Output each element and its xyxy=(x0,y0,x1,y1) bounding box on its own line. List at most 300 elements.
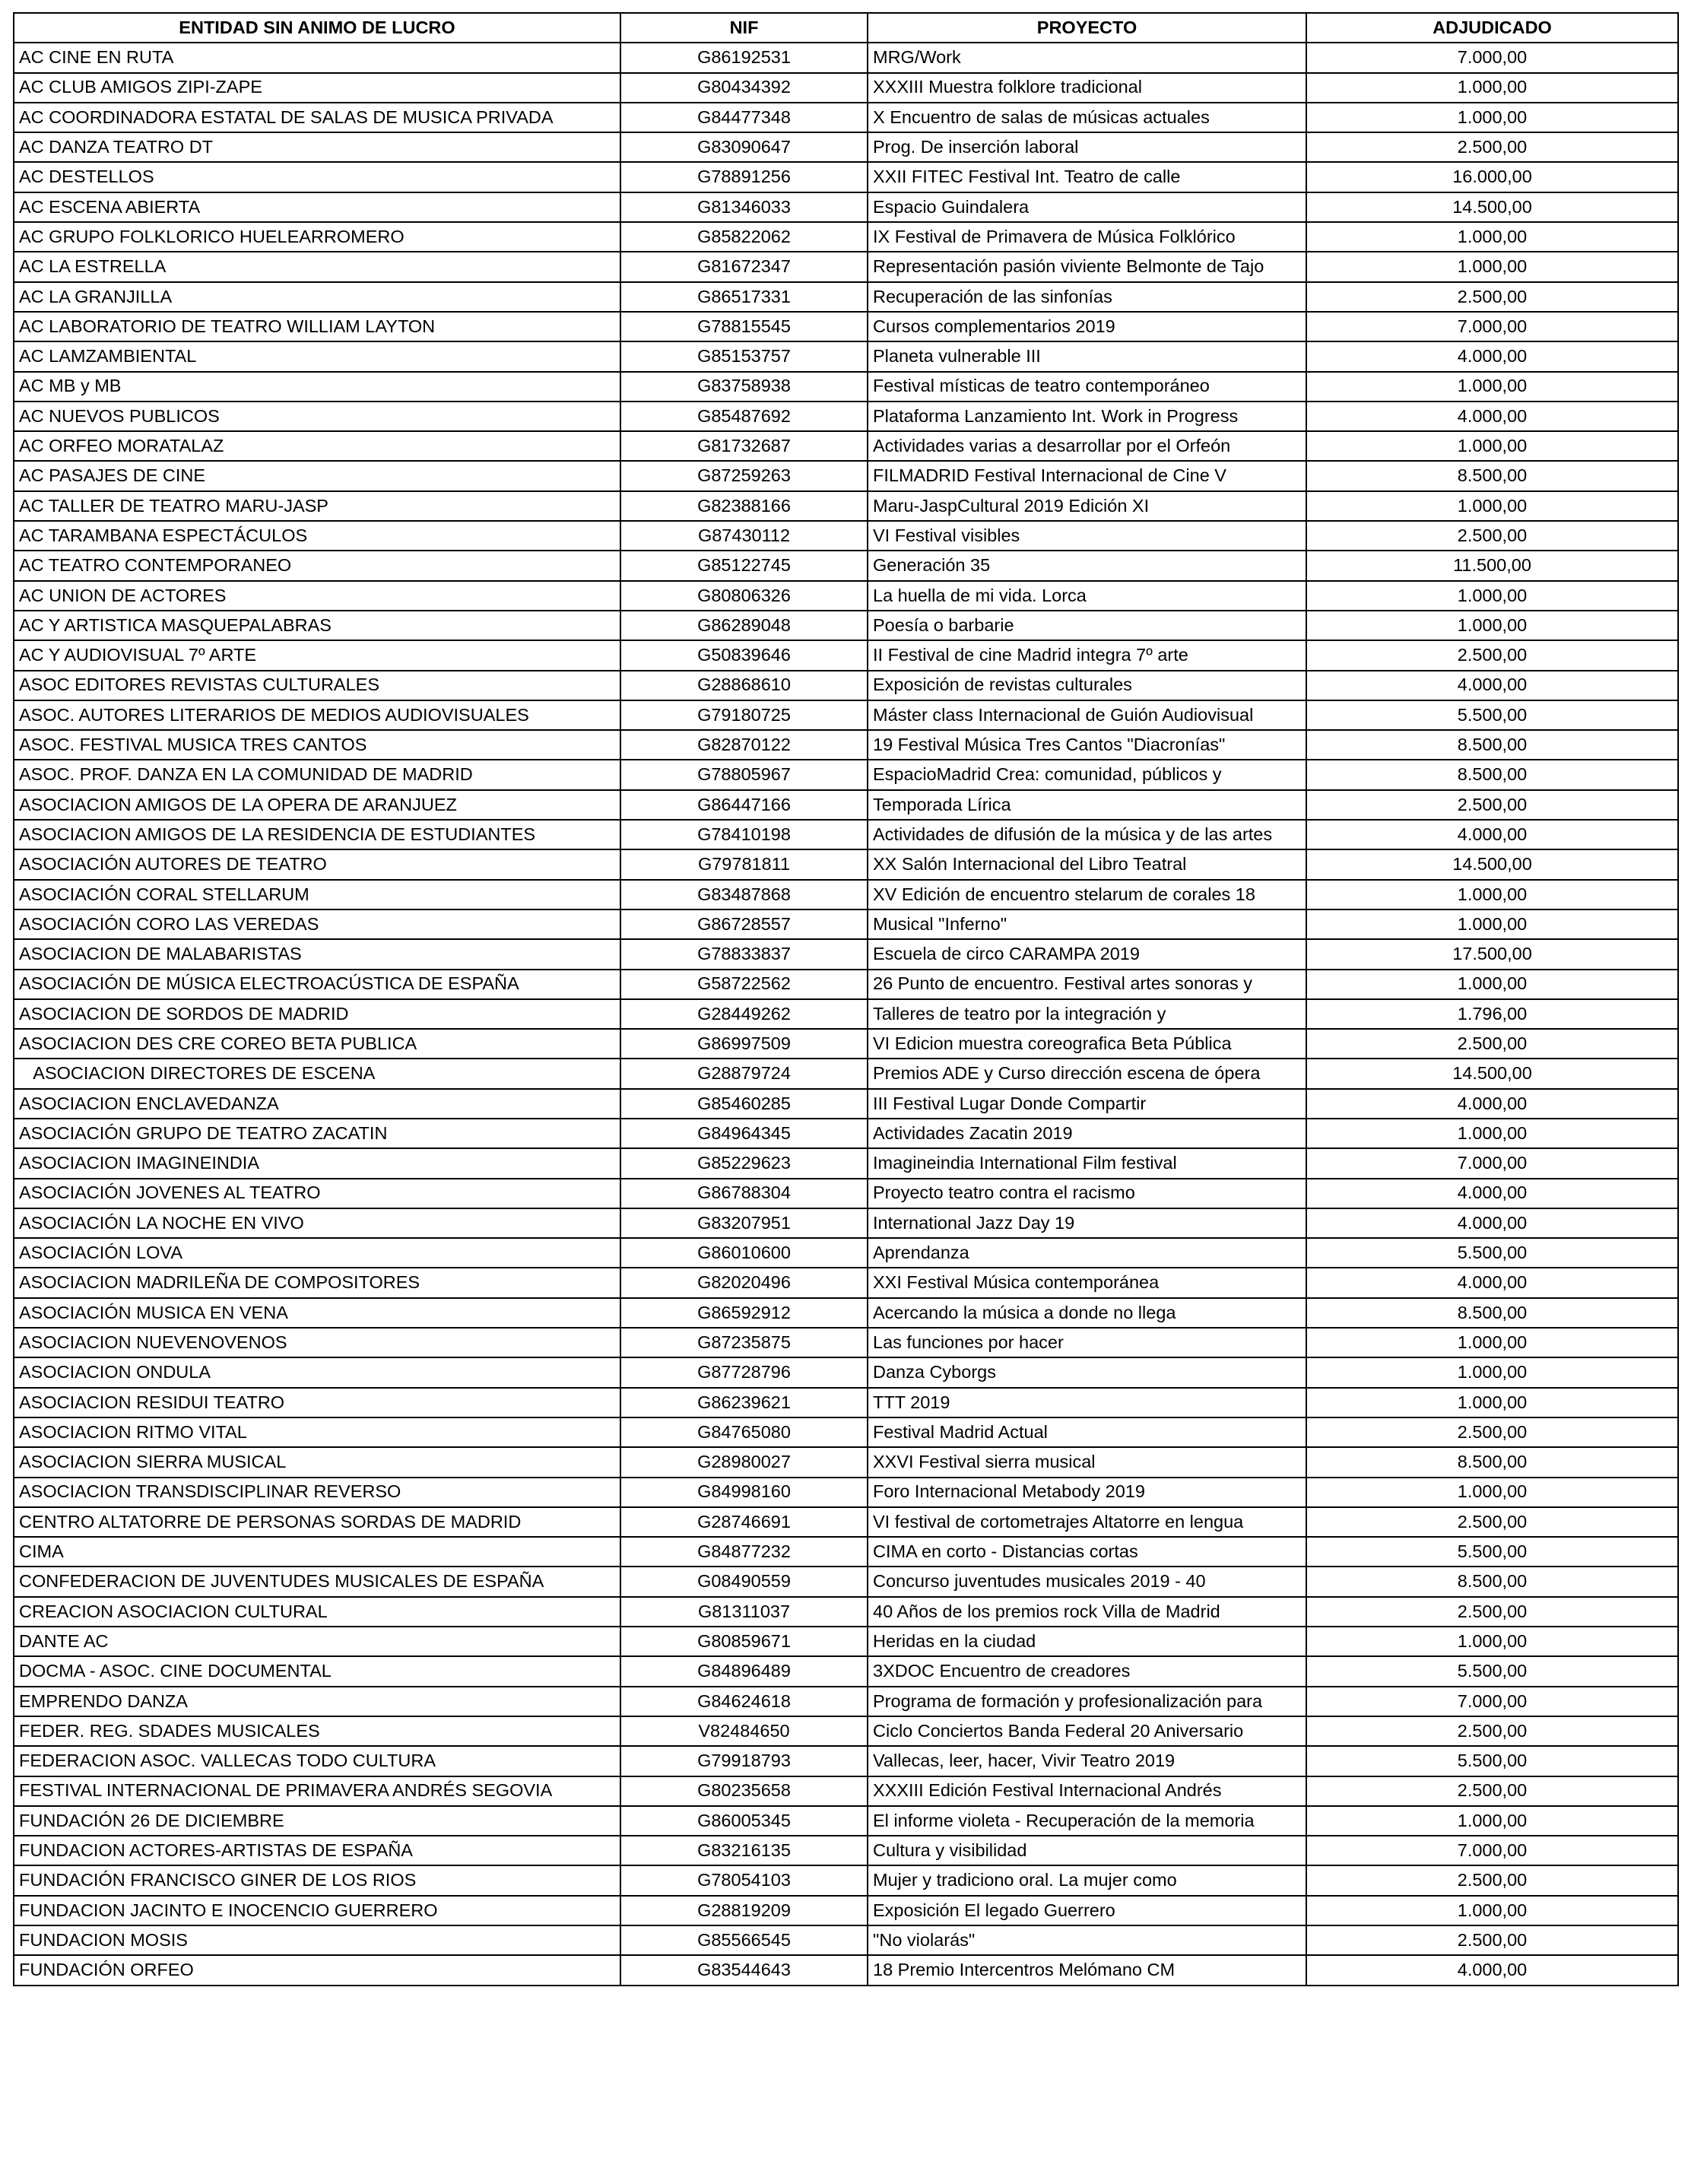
table-row xyxy=(14,820,1678,849)
cell-nif: G86192531 xyxy=(620,43,868,72)
cell-nif: G86005345 xyxy=(620,1806,868,1836)
table-row xyxy=(14,252,1678,281)
cell-nif: G81346033 xyxy=(620,192,868,222)
table-row xyxy=(14,461,1678,490)
table-row xyxy=(14,1746,1678,1776)
table-row xyxy=(14,611,1678,640)
table-row xyxy=(14,939,1678,969)
cell-adjudicado: 7.000,00 xyxy=(1306,1836,1678,1865)
cell-proyecto: XV Edición de encuentro stelarum de corales 18 xyxy=(868,880,1306,909)
cell-adjudicado: 1.000,00 xyxy=(1306,909,1678,939)
cell-proyecto: FILMADRID Festival Internacional de Cine V xyxy=(868,461,1306,490)
cell-entidad: AC LA ESTRELLA xyxy=(14,252,620,281)
cell-proyecto: Recuperación de las sinfonías xyxy=(868,282,1306,312)
cell-adjudicado: 11.500,00 xyxy=(1306,551,1678,580)
cell-nif: G86289048 xyxy=(620,611,868,640)
cell-proyecto: Premios ADE y Curso dirección escena de ópera xyxy=(868,1059,1306,1088)
cell-entidad: AC COORDINADORA ESTATAL DE SALAS DE MUSICA PRIVADA xyxy=(14,103,620,132)
cell-adjudicado: 8.500,00 xyxy=(1306,461,1678,490)
table-row xyxy=(14,640,1678,670)
cell-nif: G87430112 xyxy=(620,521,868,551)
table-row xyxy=(14,1238,1678,1268)
cell-proyecto: XXVI Festival sierra musical xyxy=(868,1447,1306,1477)
cell-adjudicado: 1.000,00 xyxy=(1306,73,1678,103)
cell-entidad: ASOCIACION DIRECTORES DE ESCENA xyxy=(14,1059,620,1088)
cell-adjudicado: 1.000,00 xyxy=(1306,1119,1678,1148)
cell-entidad: CENTRO ALTATORRE DE PERSONAS SORDAS DE MADRID xyxy=(14,1507,620,1537)
table-row xyxy=(14,341,1678,371)
table-row xyxy=(14,312,1678,341)
table-row xyxy=(14,132,1678,162)
cell-nif: G82020496 xyxy=(620,1268,868,1297)
cell-nif: G78410198 xyxy=(620,820,868,849)
cell-proyecto: CIMA en corto - Distancias cortas xyxy=(868,1537,1306,1567)
cell-nif: G86010600 xyxy=(620,1238,868,1268)
table-row xyxy=(14,760,1678,789)
cell-nif: G85822062 xyxy=(620,222,868,252)
cell-nif: G86997509 xyxy=(620,1029,868,1059)
cell-entidad: ASOCIACION AMIGOS DE LA OPERA DE ARANJUEZ xyxy=(14,790,620,820)
cell-nif: G81311037 xyxy=(620,1597,868,1627)
table-row xyxy=(14,1597,1678,1627)
cell-proyecto: Exposición de revistas culturales xyxy=(868,671,1306,700)
cell-entidad: EMPRENDO DANZA xyxy=(14,1687,620,1716)
cell-entidad: ASOC. FESTIVAL MUSICA TRES CANTOS xyxy=(14,730,620,760)
cell-entidad: AC Y AUDIOVISUAL 7º ARTE xyxy=(14,640,620,670)
cell-entidad: AC LABORATORIO DE TEATRO WILLIAM LAYTON xyxy=(14,312,620,341)
cell-adjudicado: 17.500,00 xyxy=(1306,939,1678,969)
cell-adjudicado: 1.000,00 xyxy=(1306,880,1678,909)
cell-nif: G83090647 xyxy=(620,132,868,162)
table-row xyxy=(14,1567,1678,1596)
cell-proyecto: III Festival Lugar Donde Compartir xyxy=(868,1089,1306,1119)
cell-entidad: ASOC EDITORES REVISTAS CULTURALES xyxy=(14,671,620,700)
table-row xyxy=(14,222,1678,252)
cell-adjudicado: 4.000,00 xyxy=(1306,671,1678,700)
cell-adjudicado: 2.500,00 xyxy=(1306,282,1678,312)
cell-adjudicado: 5.500,00 xyxy=(1306,1238,1678,1268)
cell-proyecto: Plataforma Lanzamiento Int. Work in Progress xyxy=(868,402,1306,431)
cell-proyecto: Danza Cyborgs xyxy=(868,1357,1306,1387)
cell-entidad: ASOCIACION AMIGOS DE LA RESIDENCIA DE ESTUDIANTES xyxy=(14,820,620,849)
table-row xyxy=(14,1687,1678,1716)
table-row xyxy=(14,1896,1678,1925)
cell-entidad: AC TALLER DE TEATRO MARU-JASP xyxy=(14,491,620,521)
cell-entidad: FUNDACION MOSIS xyxy=(14,1925,620,1955)
header-adjudicado: ADJUDICADO xyxy=(1306,13,1678,43)
cell-proyecto: Espacio Guindalera xyxy=(868,192,1306,222)
cell-proyecto: EspacioMadrid Crea: comunidad, públicos y xyxy=(868,760,1306,789)
cell-nif: G79781811 xyxy=(620,849,868,879)
cell-adjudicado: 4.000,00 xyxy=(1306,1955,1678,1985)
table-row xyxy=(14,790,1678,820)
cell-nif: G83207951 xyxy=(620,1208,868,1238)
cell-entidad: DOCMA - ASOC. CINE DOCUMENTAL xyxy=(14,1656,620,1686)
cell-nif: G79918793 xyxy=(620,1746,868,1776)
cell-adjudicado: 5.500,00 xyxy=(1306,1537,1678,1567)
cell-proyecto: Maru-JaspCultural 2019 Edición XI xyxy=(868,491,1306,521)
cell-entidad: ASOCIACION NUEVENOVENOS xyxy=(14,1328,620,1357)
cell-adjudicado: 2.500,00 xyxy=(1306,1925,1678,1955)
cell-adjudicado: 2.500,00 xyxy=(1306,1597,1678,1627)
cell-entidad: FUNDACIÓN FRANCISCO GINER DE LOS RIOS xyxy=(14,1865,620,1895)
cell-proyecto: XX Salón Internacional del Libro Teatral xyxy=(868,849,1306,879)
cell-entidad: AC TEATRO CONTEMPORANEO xyxy=(14,551,620,580)
cell-nif: G85487692 xyxy=(620,402,868,431)
cell-proyecto: Talleres de teatro por la integración y xyxy=(868,999,1306,1029)
cell-adjudicado: 4.000,00 xyxy=(1306,1179,1678,1208)
cell-entidad: CONFEDERACION DE JUVENTUDES MUSICALES DE ESPAÑA xyxy=(14,1567,620,1596)
table-row xyxy=(14,551,1678,580)
cell-proyecto: VI festival de cortometrajes Altatorre en lengua xyxy=(868,1507,1306,1537)
table-row xyxy=(14,1447,1678,1477)
cell-nif: G83544643 xyxy=(620,1955,868,1985)
cell-proyecto: Poesía o barbarie xyxy=(868,611,1306,640)
cell-adjudicado: 5.500,00 xyxy=(1306,700,1678,730)
cell-entidad: CIMA xyxy=(14,1537,620,1567)
table-row xyxy=(14,1716,1678,1746)
table-row xyxy=(14,1298,1678,1328)
table-row xyxy=(14,1836,1678,1865)
cell-entidad: AC LA GRANJILLA xyxy=(14,282,620,312)
table-row xyxy=(14,431,1678,461)
cell-entidad: ASOCIACION DE SORDOS DE MADRID xyxy=(14,999,620,1029)
table-row xyxy=(14,162,1678,192)
cell-entidad: FUNDACION ACTORES-ARTISTAS DE ESPAÑA xyxy=(14,1836,620,1865)
table-row xyxy=(14,1357,1678,1387)
cell-proyecto: Máster class Internacional de Guión Audiovisual xyxy=(868,700,1306,730)
cell-adjudicado: 1.000,00 xyxy=(1306,1806,1678,1836)
cell-proyecto: Temporada Lírica xyxy=(868,790,1306,820)
cell-entidad: ASOCIACION ENCLAVEDANZA xyxy=(14,1089,620,1119)
cell-nif: G08490559 xyxy=(620,1567,868,1596)
cell-nif: G28746691 xyxy=(620,1507,868,1537)
cell-adjudicado: 1.796,00 xyxy=(1306,999,1678,1029)
table-row xyxy=(14,1179,1678,1208)
cell-entidad: FUNDACION JACINTO E INOCENCIO GUERRERO xyxy=(14,1896,620,1925)
cell-adjudicado: 4.000,00 xyxy=(1306,341,1678,371)
cell-entidad: ASOC. AUTORES LITERARIOS DE MEDIOS AUDIOVISUALES xyxy=(14,700,620,730)
table-row xyxy=(14,1806,1678,1836)
table-row xyxy=(14,73,1678,103)
cell-entidad: FEDERACION ASOC. VALLECAS TODO CULTURA xyxy=(14,1746,620,1776)
cell-proyecto: Proyecto teatro contra el racismo xyxy=(868,1179,1306,1208)
cell-nif: G86728557 xyxy=(620,909,868,939)
cell-adjudicado: 8.500,00 xyxy=(1306,730,1678,760)
cell-proyecto: Aprendanza xyxy=(868,1238,1306,1268)
cell-entidad: DANTE AC xyxy=(14,1627,620,1656)
table-row xyxy=(14,1148,1678,1178)
cell-entidad: ASOCIACION RITMO VITAL xyxy=(14,1417,620,1447)
table-row xyxy=(14,1478,1678,1507)
cell-nif: G80806326 xyxy=(620,581,868,611)
cell-entidad: FUNDACIÓN ORFEO xyxy=(14,1955,620,1985)
cell-entidad: ASOCIACIÓN LOVA xyxy=(14,1238,620,1268)
table-row xyxy=(14,372,1678,402)
cell-adjudicado: 2.500,00 xyxy=(1306,1776,1678,1806)
cell-entidad: ASOCIACION SIERRA MUSICAL xyxy=(14,1447,620,1477)
table-row xyxy=(14,1417,1678,1447)
cell-nif: G84896489 xyxy=(620,1656,868,1686)
cell-nif: G28868610 xyxy=(620,671,868,700)
cell-proyecto: El informe violeta - Recuperación de la memoria xyxy=(868,1806,1306,1836)
cell-nif: G83216135 xyxy=(620,1836,868,1865)
cell-adjudicado: 4.000,00 xyxy=(1306,1089,1678,1119)
cell-adjudicado: 2.500,00 xyxy=(1306,1865,1678,1895)
cell-nif: V82484650 xyxy=(620,1716,868,1746)
cell-adjudicado: 2.500,00 xyxy=(1306,1507,1678,1537)
cell-adjudicado: 4.000,00 xyxy=(1306,1208,1678,1238)
cell-proyecto: Prog. De inserción laboral xyxy=(868,132,1306,162)
cell-adjudicado: 2.500,00 xyxy=(1306,790,1678,820)
cell-adjudicado: 2.500,00 xyxy=(1306,1716,1678,1746)
table-row xyxy=(14,1865,1678,1895)
cell-proyecto: 26 Punto de encuentro. Festival artes sonoras y xyxy=(868,970,1306,999)
table-row xyxy=(14,1656,1678,1686)
table-row xyxy=(14,1059,1678,1088)
cell-proyecto: "No violarás" xyxy=(868,1925,1306,1955)
cell-nif: G85460285 xyxy=(620,1089,868,1119)
cell-adjudicado: 2.500,00 xyxy=(1306,1029,1678,1059)
cell-entidad: FESTIVAL INTERNACIONAL DE PRIMAVERA ANDRÉS SEGOVIA xyxy=(14,1776,620,1806)
cell-nif: G81672347 xyxy=(620,252,868,281)
cell-proyecto: Heridas en la ciudad xyxy=(868,1627,1306,1656)
cell-nif: G85122745 xyxy=(620,551,868,580)
cell-proyecto: Ciclo Conciertos Banda Federal 20 Aniversario xyxy=(868,1716,1306,1746)
cell-adjudicado: 2.500,00 xyxy=(1306,132,1678,162)
cell-adjudicado: 1.000,00 xyxy=(1306,491,1678,521)
table-row xyxy=(14,1119,1678,1148)
cell-nif: G28879724 xyxy=(620,1059,868,1088)
table-row xyxy=(14,970,1678,999)
table-row xyxy=(14,1955,1678,1985)
cell-adjudicado: 1.000,00 xyxy=(1306,1896,1678,1925)
cell-adjudicado: 2.500,00 xyxy=(1306,640,1678,670)
cell-proyecto: Festival Madrid Actual xyxy=(868,1417,1306,1447)
header-entidad: ENTIDAD SIN ANIMO DE LUCRO xyxy=(14,13,620,43)
cell-adjudicado: 1.000,00 xyxy=(1306,372,1678,402)
cell-nif: G83487868 xyxy=(620,880,868,909)
cell-entidad: ASOCIACION DES CRE COREO BETA PUBLICA xyxy=(14,1029,620,1059)
table-body xyxy=(14,43,1678,1985)
table-row xyxy=(14,1268,1678,1297)
cell-proyecto: Foro Internacional Metabody 2019 xyxy=(868,1478,1306,1507)
header-proyecto: PROYECTO xyxy=(868,13,1306,43)
cell-proyecto: XXII FITEC Festival Int. Teatro de calle xyxy=(868,162,1306,192)
table-row xyxy=(14,1388,1678,1417)
cell-nif: G86788304 xyxy=(620,1179,868,1208)
table-row xyxy=(14,999,1678,1029)
cell-proyecto: La huella de mi vida. Lorca xyxy=(868,581,1306,611)
cell-proyecto: Cursos complementarios 2019 xyxy=(868,312,1306,341)
cell-adjudicado: 1.000,00 xyxy=(1306,222,1678,252)
cell-nif: G79180725 xyxy=(620,700,868,730)
cell-entidad: ASOCIACION MADRILEÑA DE COMPOSITORES xyxy=(14,1268,620,1297)
cell-adjudicado: 1.000,00 xyxy=(1306,431,1678,461)
cell-proyecto: Escuela de circo CARAMPA 2019 xyxy=(868,939,1306,969)
cell-nif: G58722562 xyxy=(620,970,868,999)
cell-nif: G78815545 xyxy=(620,312,868,341)
table-row xyxy=(14,521,1678,551)
cell-adjudicado: 1.000,00 xyxy=(1306,1328,1678,1357)
cell-entidad: ASOCIACIÓN MUSICA EN VENA xyxy=(14,1298,620,1328)
cell-proyecto: 3XDOC Encuentro de creadores xyxy=(868,1656,1306,1686)
cell-proyecto: Actividades de difusión de la música y de las artes xyxy=(868,820,1306,849)
cell-entidad: AC CLUB AMIGOS ZIPI-ZAPE xyxy=(14,73,620,103)
table-row xyxy=(14,1507,1678,1537)
cell-nif: G50839646 xyxy=(620,640,868,670)
cell-nif: G78805967 xyxy=(620,760,868,789)
cell-adjudicado: 16.000,00 xyxy=(1306,162,1678,192)
cell-proyecto: VI Festival visibles xyxy=(868,521,1306,551)
cell-proyecto: Acercando la música a donde no llega xyxy=(868,1298,1306,1328)
cell-nif: G86239621 xyxy=(620,1388,868,1417)
cell-adjudicado: 8.500,00 xyxy=(1306,1567,1678,1596)
cell-nif: G85566545 xyxy=(620,1925,868,1955)
cell-adjudicado: 2.500,00 xyxy=(1306,1417,1678,1447)
cell-adjudicado: 8.500,00 xyxy=(1306,1298,1678,1328)
cell-entidad: AC TARAMBANA ESPECTÁCULOS xyxy=(14,521,620,551)
cell-adjudicado: 7.000,00 xyxy=(1306,1687,1678,1716)
cell-nif: G84877232 xyxy=(620,1537,868,1567)
cell-entidad: ASOCIACION IMAGINEINDIA xyxy=(14,1148,620,1178)
table-row xyxy=(14,671,1678,700)
cell-proyecto: Representación pasión viviente Belmonte de Tajo xyxy=(868,252,1306,281)
table-row xyxy=(14,909,1678,939)
cell-nif: G84624618 xyxy=(620,1687,868,1716)
cell-nif: G85153757 xyxy=(620,341,868,371)
cell-nif: G28449262 xyxy=(620,999,868,1029)
cell-proyecto: VI Edicion muestra coreografica Beta Pública xyxy=(868,1029,1306,1059)
cell-nif: G82870122 xyxy=(620,730,868,760)
cell-entidad: ASOCIACIÓN DE MÚSICA ELECTROACÚSTICA DE ESPAÑA xyxy=(14,970,620,999)
cell-nif: G78833837 xyxy=(620,939,868,969)
cell-nif: G83758938 xyxy=(620,372,868,402)
cell-entidad: ASOCIACIÓN GRUPO DE TEATRO ZACATIN xyxy=(14,1119,620,1148)
cell-proyecto: Festival místicas de teatro contemporáneo xyxy=(868,372,1306,402)
cell-proyecto: Musical "Inferno" xyxy=(868,909,1306,939)
cell-proyecto: Planeta vulnerable III xyxy=(868,341,1306,371)
table-row xyxy=(14,402,1678,431)
cell-entidad: ASOCIACIÓN AUTORES DE TEATRO xyxy=(14,849,620,879)
cell-entidad: ASOCIACIÓN CORAL STELLARUM xyxy=(14,880,620,909)
cell-nif: G84964345 xyxy=(620,1119,868,1148)
cell-nif: G87235875 xyxy=(620,1328,868,1357)
cell-nif: G28980027 xyxy=(620,1447,868,1477)
cell-nif: G80859671 xyxy=(620,1627,868,1656)
cell-proyecto: Las funciones por hacer xyxy=(868,1328,1306,1357)
cell-adjudicado: 5.500,00 xyxy=(1306,1746,1678,1776)
cell-proyecto: IX Festival de Primavera de Música Folklórico xyxy=(868,222,1306,252)
cell-proyecto: XXXIII Edición Festival Internacional Andrés xyxy=(868,1776,1306,1806)
cell-entidad: AC ORFEO MORATALAZ xyxy=(14,431,620,461)
cell-entidad: FUNDACIÓN 26 DE DICIEMBRE xyxy=(14,1806,620,1836)
cell-entidad: CREACION ASOCIACION CULTURAL xyxy=(14,1597,620,1627)
cell-entidad: ASOCIACION TRANSDISCIPLINAR REVERSO xyxy=(14,1478,620,1507)
cell-nif: G87259263 xyxy=(620,461,868,490)
cell-adjudicado: 1.000,00 xyxy=(1306,252,1678,281)
cell-adjudicado: 4.000,00 xyxy=(1306,1268,1678,1297)
cell-adjudicado: 8.500,00 xyxy=(1306,760,1678,789)
cell-nif: G78891256 xyxy=(620,162,868,192)
cell-adjudicado: 5.500,00 xyxy=(1306,1656,1678,1686)
table-row xyxy=(14,103,1678,132)
table-row xyxy=(14,1328,1678,1357)
cell-entidad: AC Y ARTISTICA MASQUEPALABRAS xyxy=(14,611,620,640)
cell-entidad: ASOCIACIÓN CORO LAS VEREDAS xyxy=(14,909,620,939)
table-row xyxy=(14,192,1678,222)
cell-nif: G86592912 xyxy=(620,1298,868,1328)
cell-entidad: ASOCIACION DE MALABARISTAS xyxy=(14,939,620,969)
table-row xyxy=(14,849,1678,879)
table-row xyxy=(14,730,1678,760)
cell-proyecto: Actividades varias a desarrollar por el Orfeón xyxy=(868,431,1306,461)
cell-adjudicado: 1.000,00 xyxy=(1306,1357,1678,1387)
cell-adjudicado: 2.500,00 xyxy=(1306,521,1678,551)
cell-proyecto: 19 Festival Música Tres Cantos "Diacronías" xyxy=(868,730,1306,760)
cell-adjudicado: 14.500,00 xyxy=(1306,1059,1678,1088)
table-row xyxy=(14,1627,1678,1656)
cell-entidad: AC DESTELLOS xyxy=(14,162,620,192)
cell-proyecto: MRG/Work xyxy=(868,43,1306,72)
cell-nif: G80434392 xyxy=(620,73,868,103)
cell-entidad: AC NUEVOS PUBLICOS xyxy=(14,402,620,431)
cell-nif: G82388166 xyxy=(620,491,868,521)
table-row xyxy=(14,1537,1678,1567)
cell-adjudicado: 7.000,00 xyxy=(1306,43,1678,72)
cell-proyecto: XXI Festival Música contemporánea xyxy=(868,1268,1306,1297)
cell-entidad: AC GRUPO FOLKLORICO HUELEARROMERO xyxy=(14,222,620,252)
cell-proyecto: II Festival de cine Madrid integra 7º arte xyxy=(868,640,1306,670)
cell-entidad: ASOCIACION ONDULA xyxy=(14,1357,620,1387)
cell-adjudicado: 1.000,00 xyxy=(1306,1627,1678,1656)
cell-adjudicado: 1.000,00 xyxy=(1306,103,1678,132)
cell-entidad: AC DANZA TEATRO DT xyxy=(14,132,620,162)
cell-nif: G28819209 xyxy=(620,1896,868,1925)
cell-nif: G80235658 xyxy=(620,1776,868,1806)
cell-entidad: AC UNION DE ACTORES xyxy=(14,581,620,611)
cell-adjudicado: 1.000,00 xyxy=(1306,1478,1678,1507)
cell-adjudicado: 14.500,00 xyxy=(1306,192,1678,222)
cell-nif: G86517331 xyxy=(620,282,868,312)
cell-nif: G84477348 xyxy=(620,103,868,132)
cell-entidad: AC ESCENA ABIERTA xyxy=(14,192,620,222)
cell-proyecto: Concurso juventudes musicales 2019 - 40 xyxy=(868,1567,1306,1596)
cell-proyecto: Generación 35 xyxy=(868,551,1306,580)
table-row xyxy=(14,43,1678,72)
table-row xyxy=(14,282,1678,312)
header-row xyxy=(14,13,1678,43)
table-row xyxy=(14,700,1678,730)
cell-entidad: ASOCIACIÓN LA NOCHE EN VIVO xyxy=(14,1208,620,1238)
cell-adjudicado: 4.000,00 xyxy=(1306,402,1678,431)
cell-proyecto: Cultura y visibilidad xyxy=(868,1836,1306,1865)
cell-entidad: ASOC. PROF. DANZA EN LA COMUNIDAD DE MADRID xyxy=(14,760,620,789)
cell-adjudicado: 8.500,00 xyxy=(1306,1447,1678,1477)
cell-nif: G86447166 xyxy=(620,790,868,820)
cell-entidad: AC PASAJES DE CINE xyxy=(14,461,620,490)
cell-proyecto: Exposición El legado Guerrero xyxy=(868,1896,1306,1925)
cell-nif: G85229623 xyxy=(620,1148,868,1178)
cell-nif: G81732687 xyxy=(620,431,868,461)
cell-adjudicado: 1.000,00 xyxy=(1306,611,1678,640)
cell-proyecto: Programa de formación y profesionalización para xyxy=(868,1687,1306,1716)
cell-proyecto: Imagineindia International Film festival xyxy=(868,1148,1306,1178)
cell-proyecto: 18 Premio Intercentros Melómano CM xyxy=(868,1955,1306,1985)
cell-adjudicado: 4.000,00 xyxy=(1306,820,1678,849)
cell-entidad: AC CINE EN RUTA xyxy=(14,43,620,72)
cell-adjudicado: 1.000,00 xyxy=(1306,1388,1678,1417)
